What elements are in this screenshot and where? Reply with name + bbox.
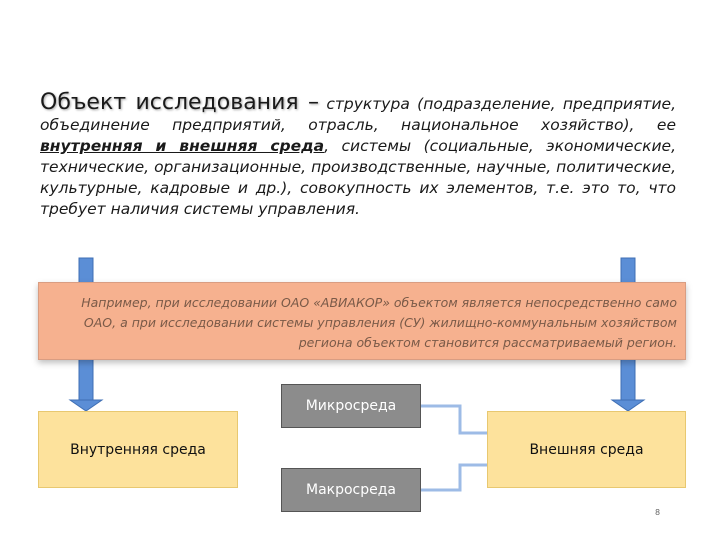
internal-environment-label: Внутренняя среда [70,441,206,458]
definition-text-1: структура (подразделение, предприятие, объединение предприятий, отрасль, национальное хозяйство), ее [40,95,676,134]
micro-environment-label: Микросреда [305,398,397,414]
micro-connector [421,406,487,433]
page-number: 8 [655,508,661,517]
left-arrow-head [70,400,102,411]
macro-environment-label: Макросреда [305,482,397,498]
definition-text-2: , системы (социальные, экономические, технические, организационные, производственные, научные, политические, культурные, кадровые и др.), совокупность их элементов, т.е. это то, что требует наличия системы управления. [40,137,676,218]
micro-environment-box [281,384,421,428]
external-environment-label: Внешняя среда [529,441,644,458]
example-note: Например, при исследовании ОАО «АВИАКОР» объектом является непосредственно само ОАО, а при исследовании системы управления (СУ) жилищно-коммунальным хозяйством региона объектом становится рассматриваемый регион. [38,282,686,360]
definition-emphasis: внутренняя и внешняя среда [40,137,325,155]
definition-term: Объект исследования – [40,90,320,115]
internal-environment-box [38,411,238,488]
right-arrow-head [612,400,644,411]
macro-connector [421,465,487,490]
macro-environment-box [281,468,421,512]
external-environment-box [487,411,686,488]
